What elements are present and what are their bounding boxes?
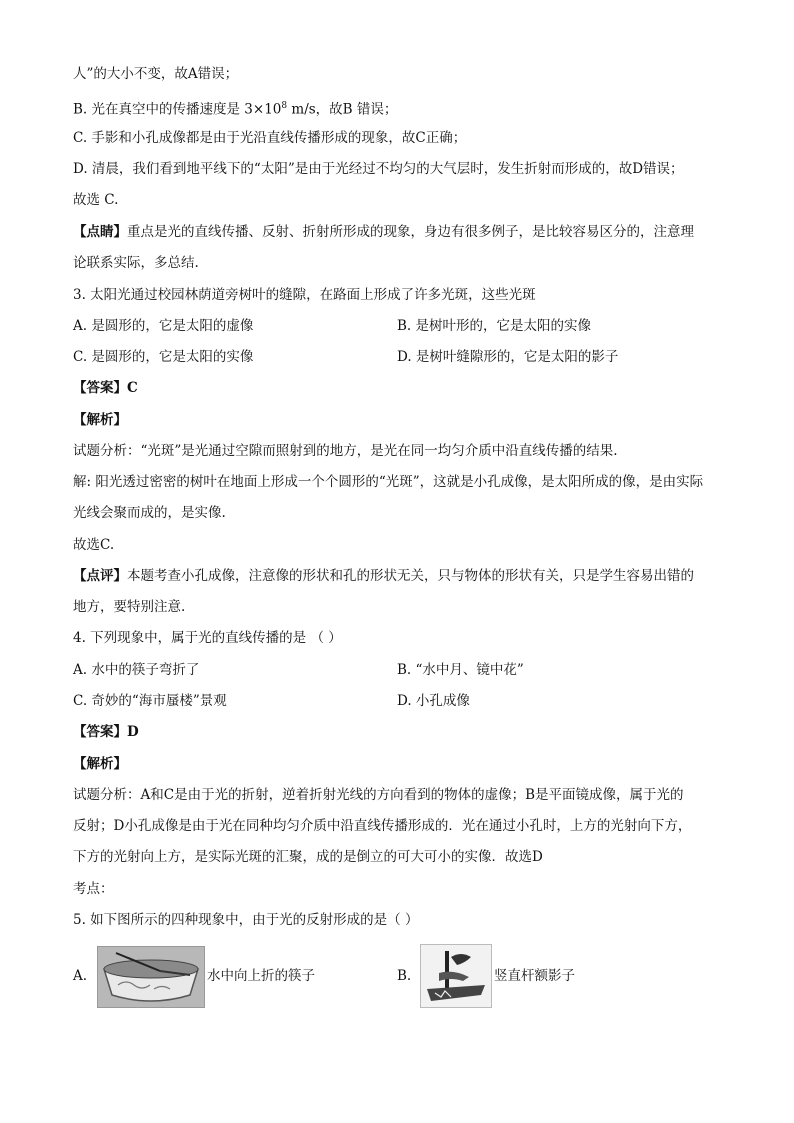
text-line: 论联系实际，多总结. [73,255,199,271]
text-line: 光线会聚而成的，是实像. [73,505,226,521]
bowl-illustration [98,947,204,1007]
option-a-caption: 水中向上折的筷子 [207,968,315,984]
option-d: D. 小孔成像 [397,693,470,709]
text-line: D. 清晨，我们看到地平线下的“太阳”是由于光经过不均匀的大气层时，发生折射而形成的，故D错误； [73,161,684,177]
question-5: 5. 如下图所示的四种现象中，由于光的反射形成的是（ ） [73,912,419,928]
answer-label: 【答案】D [73,724,139,740]
text-line: 解: 阳光透过密密的树叶在地面上形成一个个圆形的“光斑”，这就是小孔成像，是太阳所成的像，是由实际 [73,474,704,490]
analysis-label: 【解析】 [73,412,127,428]
text-span: B. 光在真空中的传播速度是 3×10 [73,101,282,118]
text-line: 故选 C. [73,192,119,208]
option-c: C. 奇妙的“海市蜃楼”景观 [73,693,227,709]
text-line: 考点： [73,881,114,897]
text-span: 本题考查小孔成像，注意像的形状和孔的形状无关，只与物体的形状有关，只是学生容易出错的 [127,568,694,584]
text-line [73,566,694,586]
option-c: C. 是圆形的，它是太阳的实像 [73,349,254,365]
question-4: 4. 下列现象中，属于光的直线传播的是 （ ） [73,630,342,646]
question-3: 3. 太阳光通过校园林荫道旁树叶的缝隙，在路面上形成了许多光斑，这些光斑 [73,287,536,303]
option-d: D. 是树叶缝隙形的，它是太阳的影子 [397,349,619,365]
text-line: 试题分析：“光斑”是光通过空隙而照射到的地方，是光在同一均匀介质中沿直线传播的结果. [73,443,618,459]
text-line: 下方的光射向上方，是实际光斑的汇聚，成的是倒立的可大可小的实像．故选D [73,849,543,865]
bowl-chopsticks-image [97,946,205,1008]
section-tag: 【点睛】 [73,224,127,240]
option-b: B. 是树叶形的，它是太阳的实像 [397,318,592,334]
section-tag: 【点评】 [73,568,127,584]
text-line: C. 手影和小孔成像都是由于光沿直线传播形成的现象，故C正确； [73,130,467,146]
option-b-letter: B. [397,968,412,984]
option-b: B. “水中月、镜中花” [397,662,524,678]
text-span: m/s，故B 错误； [287,101,398,118]
text-line: 地方，要特别注意. [73,599,186,615]
option-b-caption: 竖直杆额影子 [494,968,575,984]
text-line [73,222,694,242]
shadow-illustration [421,945,491,1007]
text-line: 故选C. [73,537,115,553]
text-span: 重点是光的直线传播、反射、折射所形成的现象，身边有很多例子，是比较容易区分的，注意理 [127,224,694,240]
text-line: 人”的大小不变，故A错误； [73,66,239,82]
option-a: A. 水中的筷子弯折了 [73,662,200,678]
superscript: 8 [281,101,288,111]
text-line: 试题分析：A和C是由于光的折射，逆着折射光线的方向看到的物体的虚像；B是平面镜成像，属于光的 [73,787,684,803]
option-a: A. 是圆形的，它是太阳的虚像 [73,318,254,334]
analysis-label: 【解析】 [73,756,127,772]
shadow-image [420,944,492,1008]
option-a-letter: A. [73,968,88,984]
answer-label: 【答案】C [73,380,138,396]
text-line [73,96,397,120]
text-line: 反射；D小孔成像是由于光在同种均匀介质中沿直线传播形成的．光在通过小孔时，上方的光射向下方， [73,818,692,834]
